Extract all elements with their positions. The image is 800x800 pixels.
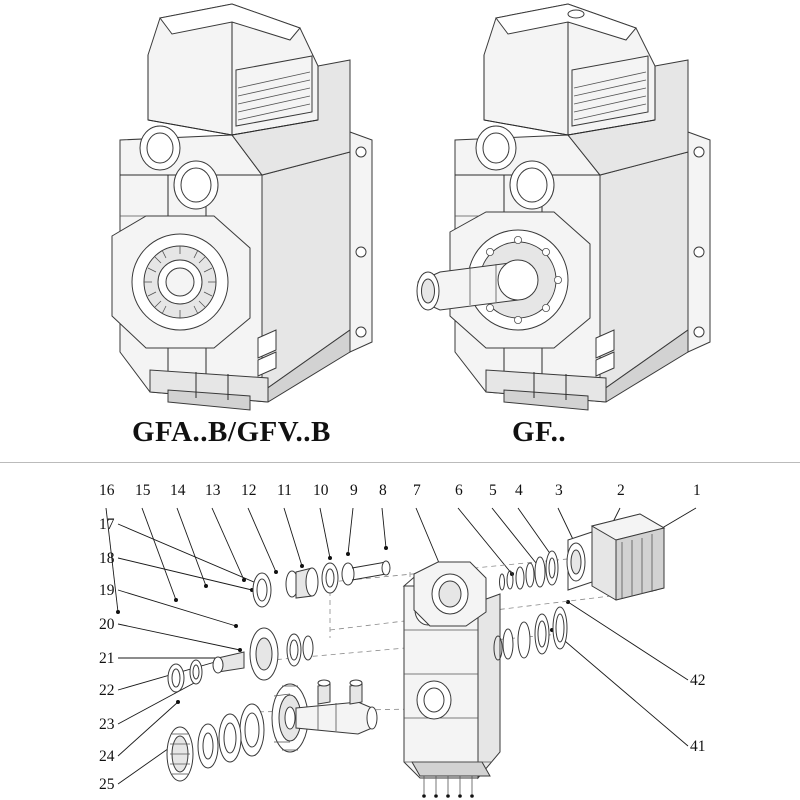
callout-5: 5 (489, 482, 497, 499)
callout-11: 11 (277, 482, 292, 499)
shaft-assembly-middle (168, 628, 313, 692)
callout-9: 9 (350, 482, 358, 499)
callout-6: 6 (455, 482, 463, 499)
exploded-drawing (0, 462, 800, 800)
callout-14: 14 (170, 482, 186, 499)
caption-left: GFA..B/GFV..B (132, 416, 331, 448)
callout-41: 41 (690, 738, 706, 755)
callout-25: 25 (99, 776, 115, 793)
callout-15: 15 (135, 482, 151, 499)
callout-2: 2 (617, 482, 625, 499)
callout-1: 1 (693, 482, 701, 499)
callout-3: 3 (555, 482, 563, 499)
housing-part (404, 562, 500, 798)
callout-16: 16 (99, 482, 115, 499)
exploded-parts-view (0, 462, 800, 800)
shaft-assembly-lower (167, 680, 377, 781)
callout-4: 4 (515, 482, 523, 499)
callout-10: 10 (313, 482, 329, 499)
leader-lines-right (552, 602, 688, 746)
callout-18: 18 (99, 550, 115, 567)
callout-20: 20 (99, 616, 115, 633)
callout-19: 19 (99, 582, 115, 599)
callout-7: 7 (413, 482, 421, 499)
callout-17: 17 (99, 516, 115, 533)
callout-22: 22 (99, 682, 115, 699)
gearbox-right-drawing (417, 4, 710, 410)
caption-right: GF.. (512, 416, 567, 448)
callout-42: 42 (690, 672, 706, 689)
callout-23: 23 (99, 716, 115, 733)
motor-adapter-part (567, 514, 664, 600)
gearbox-left-drawing (112, 4, 372, 410)
callout-24: 24 (99, 748, 115, 765)
callout-8: 8 (379, 482, 387, 499)
shaft-assembly-upper (253, 561, 390, 607)
callout-12: 12 (241, 482, 257, 499)
callout-13: 13 (205, 482, 221, 499)
callout-21: 21 (99, 650, 115, 667)
